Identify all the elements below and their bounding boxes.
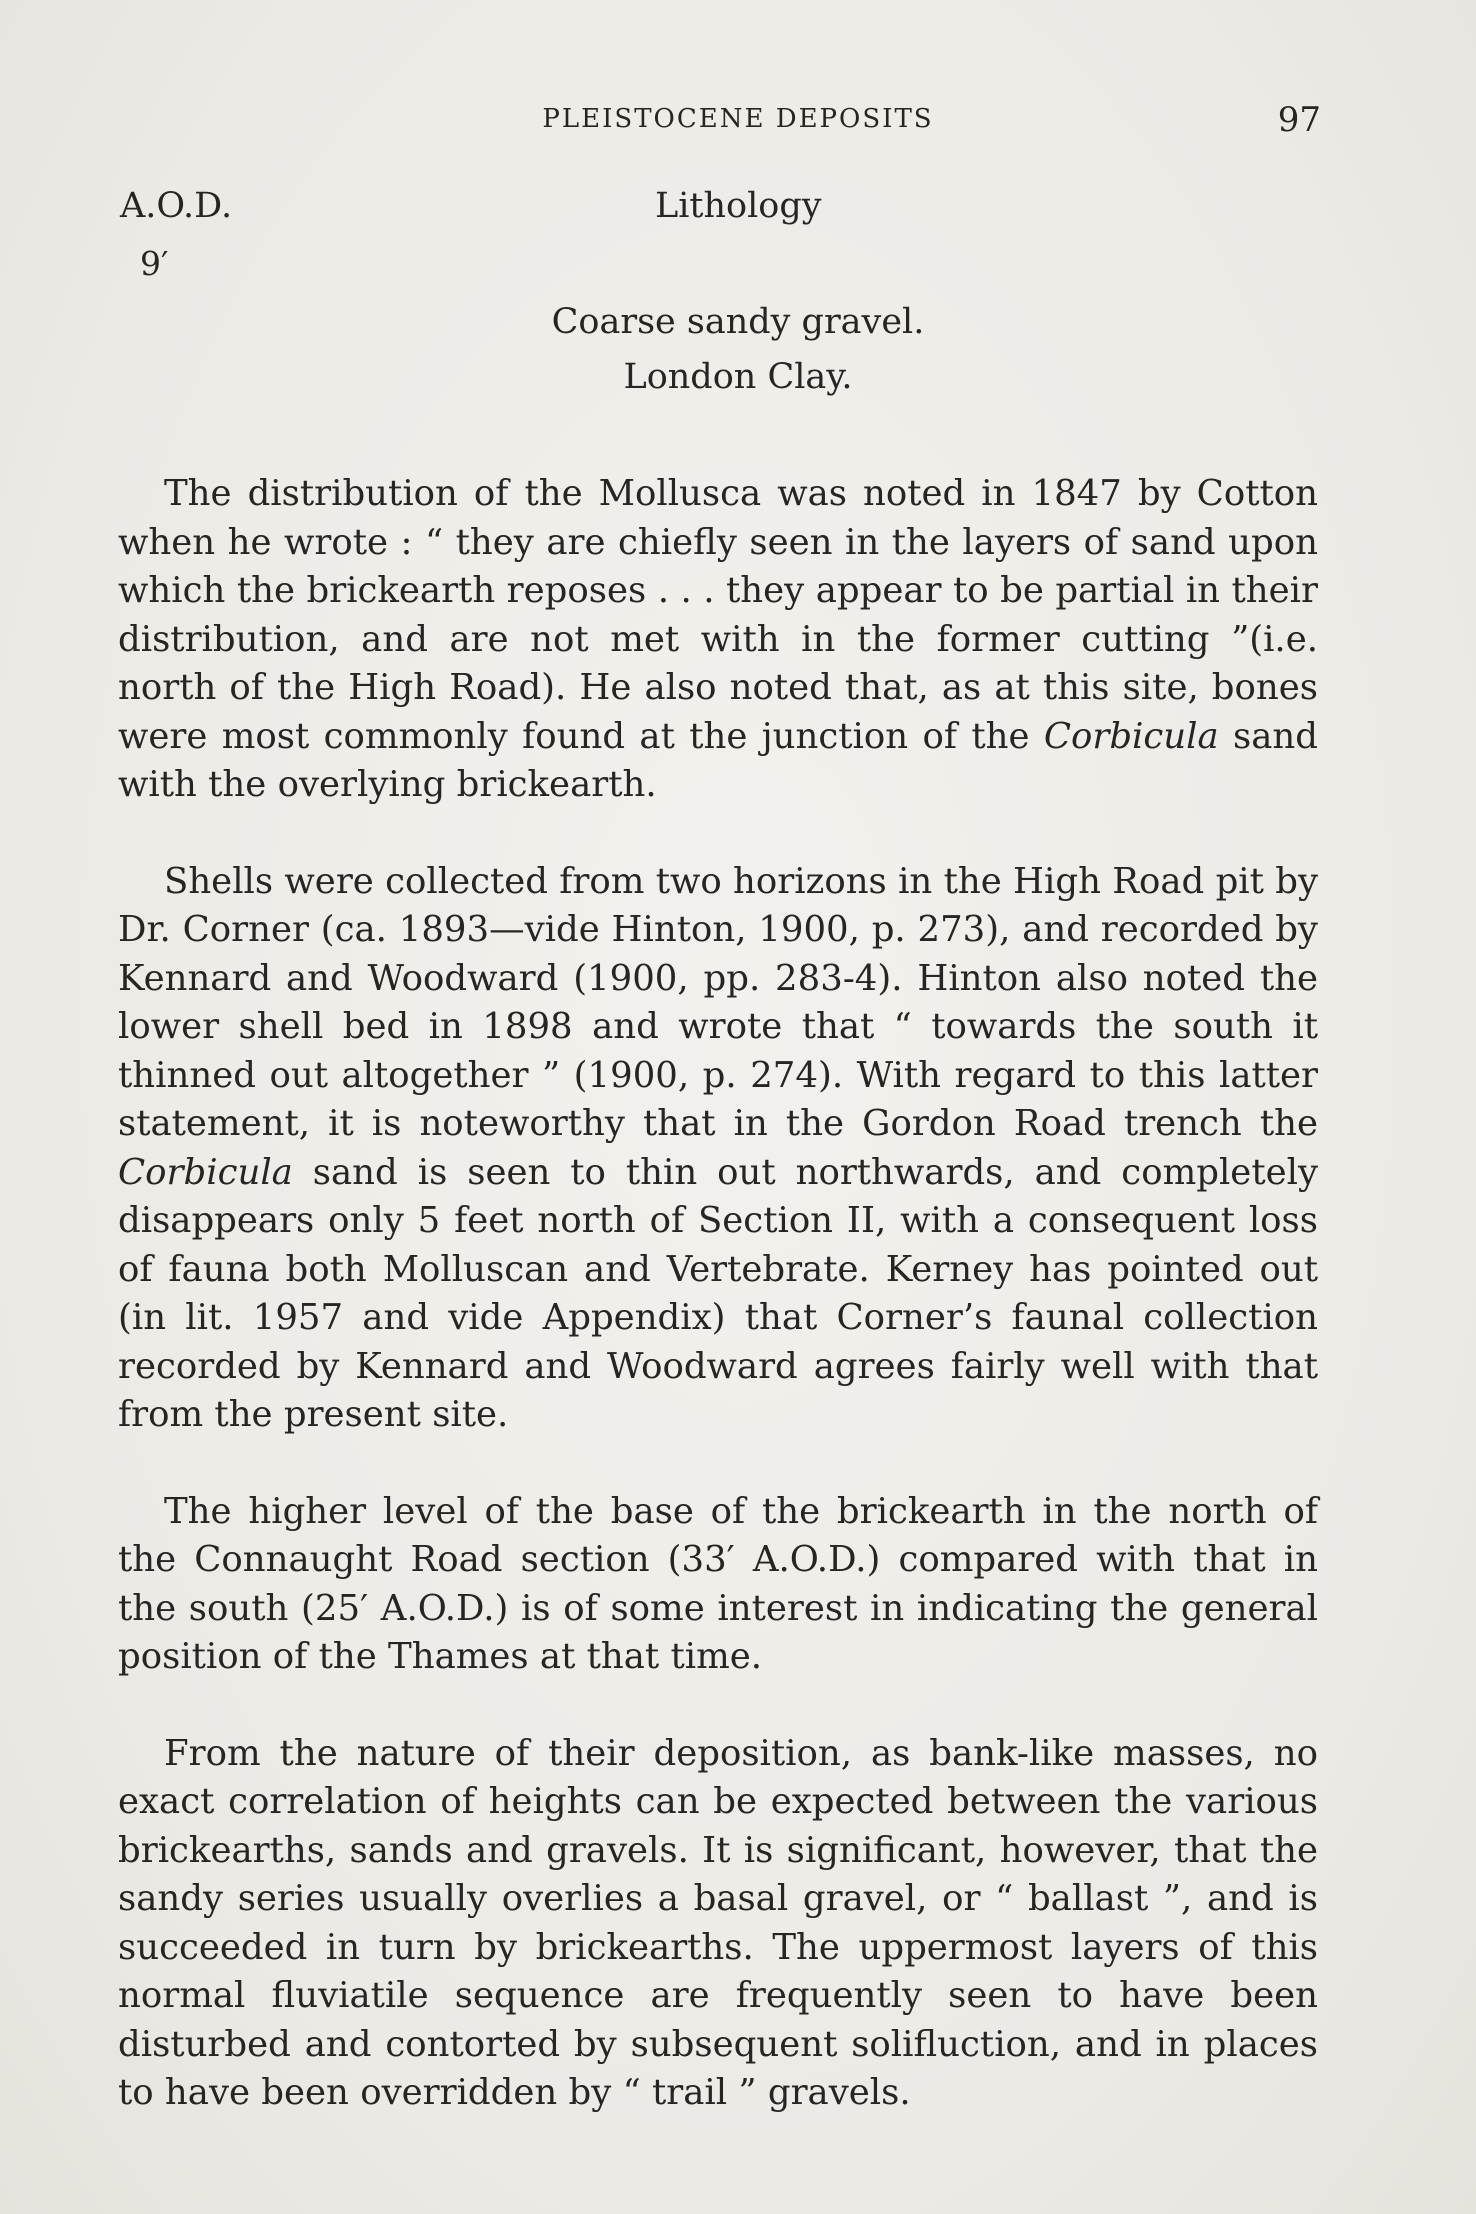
body-text (118, 470, 1318, 2118)
taxon-name: Corbicula (1043, 715, 1219, 757)
running-title: PLEISTOCENE DEPOSITS (542, 104, 934, 134)
paragraph-text: sand is seen to thin out northwards, and completely disappears only 5 feet north of Section II, with a consequent loss of fauna both Molluscan and Vertebrate. Kerney has pointed out (in lit. 1957 and vide Appendix) that Corner’s faunal collection recorded by Kennard and Woodward agrees fairly well with that from the present site. (118, 1151, 1318, 1435)
paragraph (118, 858, 1318, 1440)
paragraph-text: sand with the overlying brickearth. (118, 715, 1318, 805)
lithology-row: London Clay. (623, 357, 853, 397)
paragraph: The higher level of the base of the brickearth in the north of the Connaught Road section (33′ A.O.D.) compared with that in the south (25′ A.O.D.) is of some interest in indicating the general position of the Thames at that time. (118, 1490, 1318, 1677)
aod-value: 9′ (140, 244, 169, 283)
paragraph-text: The distribution of the Mollusca was noted in 1847 by Cotton when he wrote : “ they are chiefly seen in the layers of sand upon which the brickearth reposes . . . they appear to be partial in their distribution, and are not met with in the former cutting ”(i.e. north of the High Road). He also noted that, as at this site, bones were most commonly found at the junction of the (118, 473, 1318, 757)
page-number: 97 (1277, 100, 1321, 140)
paragraph: From the nature of their deposition, as bank-like masses, no exact correlation of heights can be expected between the various brickearths, sands and gravels. It is significant, however, that the sandy series usually overlies a basal gravel, or “ ballast ”, and is succeeded in turn by brickearths. The uppermost layers of this normal fluviatile sequence are frequently seen to have been disturbed and contorted by subsequent solifluction, and in places to have been overridden by “ trail ” gravels. (118, 1732, 1318, 2113)
aod-column-heading: A.O.D. (120, 186, 233, 226)
taxon-name: Corbicula (118, 1151, 293, 1193)
paragraph (118, 470, 1318, 810)
paragraph-text: Shells were collected from two horizons in the High Road pit by Dr. Corner (ca. 1893—vide Hinton, 1900, p. 273), and recorded by Kennard and Woodward (1900, pp. 283-4). Hinton also noted the lower shell bed in 1898 and wrote that “ towards the south it thinned out altogether ” (1900, p. 274). With regard to this latter statement, it is noteworthy that in the Gordon Road trench the (118, 860, 1318, 1144)
lithology-column-heading: Lithology (655, 186, 822, 226)
lithology-row: Coarse sandy gravel. (551, 302, 925, 342)
